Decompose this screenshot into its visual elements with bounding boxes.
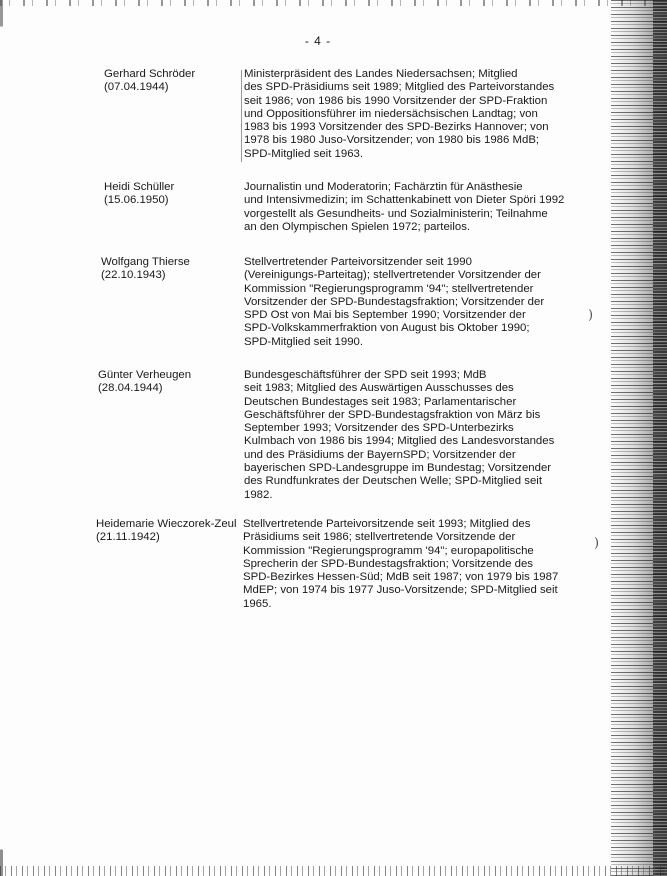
entry-date: (15.06.1950) bbox=[104, 194, 169, 207]
scan-edge-top bbox=[0, 0, 667, 6]
margin-bracket-mark: ) bbox=[588, 308, 594, 323]
entry-description: Stellvertretende Parteivorsitzende seit 1993; Mitglied des Präsidiums seit 1986; stellvertretende Vorsitzende der Kommission "Regierungsprogramm '94"; europapolitische Sprecherin der SPD-Bundestagsfraktion; Vorsitzende des SPD-Bezirkes Hessen-Süd; MdB seit 1987; von 1979 bis 1987 MdEP; von 1974 bis 1977 Juso-Vorsitzende; SPD-Mitglied seit 1965. bbox=[243, 518, 559, 610]
entry-name-block bbox=[104, 181, 174, 208]
entry-name: Günter Verheugen bbox=[98, 369, 192, 381]
entry-name-block bbox=[96, 518, 237, 545]
scan-edge-right-dark bbox=[653, 0, 667, 876]
entry-description: Journalistin und Moderatorin; Fachärztin für Anästhesie und Intensivmedizin; im Schattenkabinett von Dieter Spöri 1992 vorgestellt als Gesundheits- und Sozialministerin; Teilnahme an den Olympischen Spielen 1972; parteilos. bbox=[244, 181, 565, 233]
entry-date: (28.04.1944) bbox=[98, 382, 163, 395]
entry-name: Heidi Schüller bbox=[104, 181, 175, 193]
entry-description: Stellvertretender Parteivorsitzender seit 1990 (Vereinigungs-Parteitag); stellvertretender Vorsitzender der Kommission "Regierungsprogramm '94"; stellvertretender Vorsitzender der SPD-Bundestagsfraktion; Vorsitzender der SPD Ost von Mai bis September 1990; Vorsitzender der SPD-Volkskammerfraktion von August bis Oktober 1990; SPD-Mitglied seit 1990. bbox=[244, 256, 545, 348]
entry-description: Bundesgeschäftsführer der SPD seit 1993; MdB seit 1983; Mitglied des Auswärtigen Ausschusses des Deutschen Bundestages seit 1983; Parlamentarischer Geschäftsführer der SPD-Bundestagsfraktion von März bis September 1993; Vorsitzender des SPD-Unterbezirks Kulmbach von 1986 bis 1994; Mitglied des Landesvorstandes und des Präsidiums der BayernSPD; Vorsitzender der bayerischen SPD-Landesgruppe im Bundestag; Vorsitzender des Rundfunkrates der Deutschen Welle; SPD-Mitglied seit 1982. bbox=[244, 369, 555, 501]
entry-description: Ministerpräsident des Landes Niedersachsen; Mitglied des SPD-Präsidiums seit 1989; Mitglied des Parteivorstandes seit 1986; von 1986 bis 1990 Vorsitzender der SPD-Fraktion und Oppositionsführer im niedersächsischen Landtag; von 1983 bis 1993 Vorsitzender des SPD-Bezirks Hannover; von 1978 bis 1980 Juso-Vorsitzender; von 1980 bis 1986 MdB; SPD-Mitglied seit 1963. bbox=[244, 68, 555, 160]
entry-date: (21.11.1942) bbox=[96, 531, 160, 544]
entry-name-block bbox=[98, 369, 191, 396]
entry-name: Wolfgang Thierse bbox=[101, 256, 190, 268]
scan-edge-left bbox=[0, 0, 3, 876]
entry-date: (07.04.1944) bbox=[104, 81, 169, 94]
column-divider bbox=[241, 70, 242, 162]
page-number: - 4 - bbox=[304, 34, 332, 48]
entry-date: (22.10.1943) bbox=[101, 269, 166, 282]
entry-name-block bbox=[101, 256, 190, 283]
scan-edge-bottom bbox=[0, 866, 667, 876]
entry-name: Gerhard Schröder bbox=[104, 68, 196, 80]
margin-bracket-mark: ) bbox=[594, 536, 600, 551]
entry-name: Heidemarie Wieczorek-Zeul bbox=[96, 518, 237, 530]
entry-name-block bbox=[104, 68, 195, 95]
